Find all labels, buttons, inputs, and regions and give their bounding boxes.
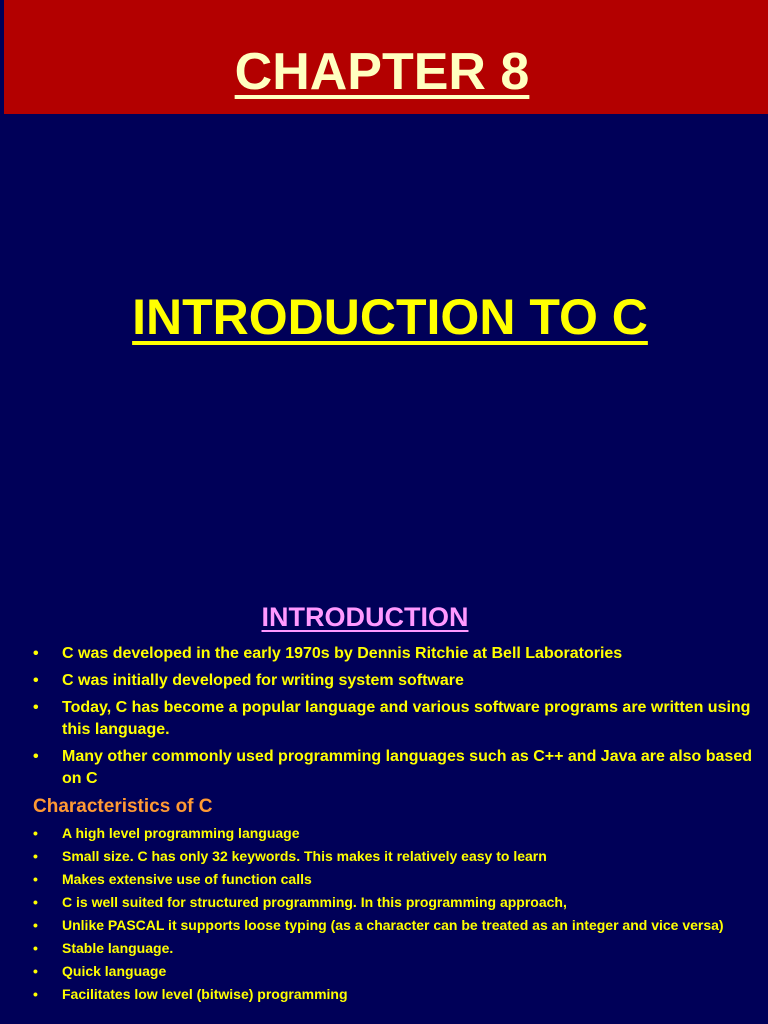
bullet-icon: • <box>33 940 38 956</box>
list-item-text: Quick language <box>62 963 167 979</box>
list-item <box>0 985 768 1004</box>
list-item-text: C was initially developed for writing system software <box>62 672 464 689</box>
chapter-title: CHAPTER 8 <box>234 43 530 101</box>
bullet-icon: • <box>33 986 38 1002</box>
list-item-text: C was developed in the early 1970s by Dennis Ritchie at Bell Laboratories <box>62 645 623 662</box>
list-item <box>0 847 768 866</box>
list-item-text: Makes extensive use of function calls <box>62 871 312 887</box>
list-item <box>0 643 768 665</box>
main-title: INTRODUCTION TO C <box>132 289 648 345</box>
list-item-text: Unlike PASCAL it supports loose typing (as a character can be treated as an integer and vice versa) <box>62 917 724 933</box>
bullet-icon: • <box>33 748 39 765</box>
list-item <box>0 916 768 935</box>
list-item-text: Many other commonly used programming languages such as C++ and Java are also based on C <box>62 748 752 787</box>
bullet-icon: • <box>33 917 38 933</box>
list-item <box>0 824 768 843</box>
list-item <box>0 870 768 889</box>
list-item-text: C is well suited for structured programming. In this programming approach, <box>62 894 567 910</box>
introduction-list <box>0 643 768 795</box>
list-item-text: Stable language. <box>62 940 174 956</box>
bullet-icon: • <box>33 848 38 864</box>
list-item <box>0 962 768 981</box>
characteristics-list <box>0 824 768 1008</box>
list-item-text: Facilitates low level (bitwise) programming <box>62 986 348 1002</box>
list-item <box>0 746 768 790</box>
bullet-icon: • <box>33 963 38 979</box>
bullet-icon: • <box>33 825 38 841</box>
bullet-icon: • <box>33 672 39 689</box>
list-item-text: Today, C has become a popular language and various software programs are written using this language. <box>62 699 751 738</box>
bullet-icon: • <box>33 871 38 887</box>
list-item <box>0 697 768 741</box>
bullet-icon: • <box>33 894 38 910</box>
bullet-icon: • <box>33 645 39 662</box>
characteristics-heading: Characteristics of C <box>33 796 213 817</box>
list-item <box>0 893 768 912</box>
list-item <box>0 670 768 692</box>
list-item <box>0 939 768 958</box>
list-item-text: A high level programming language <box>62 825 300 841</box>
introduction-heading: INTRODUCTION <box>261 602 469 632</box>
bullet-icon: • <box>33 699 39 716</box>
list-item-text: Small size. C has only 32 keywords. This makes it relatively easy to learn <box>62 848 547 864</box>
